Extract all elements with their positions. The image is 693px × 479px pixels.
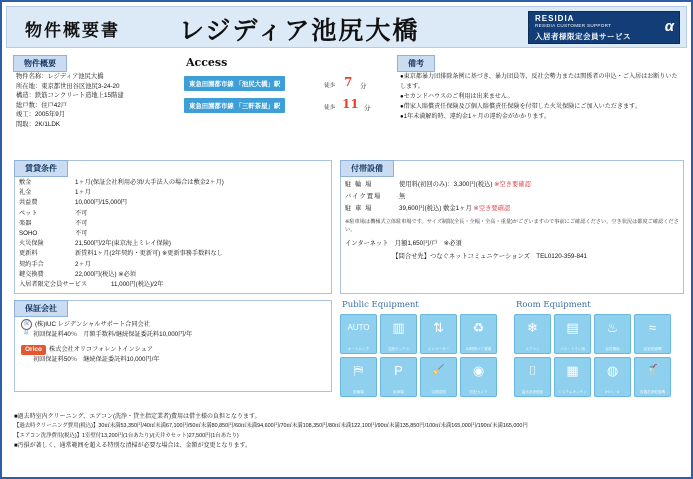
facility-flag: ※空き要確認 [473, 205, 511, 212]
rent-row [19, 188, 329, 198]
remarks-title: 備考 [397, 55, 435, 72]
rent-row [19, 198, 329, 208]
ih-stove-icon: ◍ [606, 363, 619, 378]
walk-unit: 分 [364, 105, 371, 112]
item-caption: 宅配ボックス [387, 347, 410, 351]
guarantor-title: 保証会社 [14, 300, 68, 317]
room-equipment-item [514, 314, 551, 354]
rent-label: 火災保険 [19, 240, 44, 248]
auto-lock-icon: AUTO [347, 323, 370, 332]
delivery-box-icon: ▥ [392, 320, 405, 335]
bicycle-parking-icon: ⛿ [353, 363, 364, 378]
rent-row [19, 219, 329, 229]
overview-row: 竣工：2005年9月 [16, 111, 65, 119]
rent-label: 礼金 [19, 189, 32, 197]
rent-value: 不可 [75, 209, 88, 217]
item-caption: 浴室乾燥機 [643, 347, 662, 351]
rent-label: 楽器 [19, 219, 32, 227]
rent-label: 敷金 [19, 179, 32, 186]
rent-label: 更新料 [19, 250, 38, 258]
room-equipment-item [514, 357, 551, 397]
room-equipment-item [554, 314, 591, 354]
room-equipment-item [634, 314, 671, 354]
overview-row: 総戸数：住戸42戸 [16, 101, 68, 109]
overview-row: 物件名称：レジディア池尻大橋 [16, 73, 104, 80]
rent-conditions-title: 賃貸条件 [14, 160, 68, 177]
overview-title: 物件概要 [13, 55, 67, 72]
walk-minutes: 7 [344, 75, 353, 89]
walk-label: 徒歩 [324, 83, 336, 89]
rent-value: 新賃料1ヶ月(2年契約・更新可) ※更新事務手数料なし [75, 250, 223, 258]
overview-rows [16, 72, 174, 130]
logo-line3: 入居者様限定会員サービス [535, 32, 631, 41]
item-caption: 追焚機能 [605, 347, 620, 351]
footer-line: 【過去時クリーニング費用(税込)】30㎡未満53,350円/40㎡未満67,100円/50㎡未満80,850円/60㎡未満94,600円/70㎡未満108,350円/80㎡未満122,100円/90㎡未満135,850円/100㎡未満165,000円/190㎡未満165,000円 [14, 423, 528, 430]
rent-row [19, 260, 329, 270]
room-equipment-item [634, 357, 671, 397]
access-title: Access [186, 56, 228, 69]
rent-value: 不可 [75, 219, 88, 227]
alpha-mark-icon: α [664, 18, 674, 35]
public-equipment-item [340, 314, 377, 354]
remarks-row: ●セカンドハウスのご利用は出来ません。 [400, 93, 514, 100]
item-caption: システムキッチン [558, 390, 587, 394]
facility-value: 使用料(初回のみ)：3,300円(税込) [399, 181, 493, 188]
facility-label: バイク置場 [345, 193, 382, 200]
facilities-title: 付帯設備 [340, 160, 394, 177]
guarantor-terms: 初回保証料40％ 月額手数料/継続保証委託料10,000円/年 [33, 331, 193, 339]
overview-row: 構造：鉄筋コンクリート造地上15階建 [16, 92, 124, 100]
facility-value: 無 [399, 193, 406, 200]
reheating-bath-icon: ♨ [606, 320, 619, 335]
room-equipment-item [554, 357, 591, 397]
trash-room-icon: ♻ [472, 320, 485, 335]
overview-row: 間取：2K/1LDK [16, 120, 61, 128]
rent-label: 契約手合 [19, 260, 44, 268]
dish-washer-icon: 🥤 [646, 365, 659, 376]
bath-toilet-separate-icon: ▤ [566, 320, 579, 335]
public-equipment-item [420, 357, 457, 397]
item-caption: IHコンロ [605, 390, 620, 394]
station-label: 東急田園都市線 「三軒茶屋」駅 [184, 98, 285, 113]
rent-value: 1ヶ月(保証会社利用必須/大手法人の場合は敷金2ヶ月) [75, 179, 224, 186]
washlet-icon: ⌷ [528, 363, 537, 378]
item-caption: エアコン [525, 347, 540, 351]
rent-label: ペット [19, 209, 38, 217]
rent-row [19, 239, 329, 249]
item-caption: 定期清掃 [431, 390, 446, 394]
rent-label: 共益費 [19, 199, 38, 207]
facility-row [345, 179, 681, 191]
rent-row [19, 209, 329, 219]
residia-logo [528, 11, 680, 44]
rent-row [19, 229, 329, 239]
remarks-row: ●借家人賠償責任保険及び個人賠償責任保険を付帯した火災保険にご加入いただきます。 [400, 103, 641, 110]
facility-label: 駐 車 場 [345, 205, 373, 212]
public-equipment-item [380, 357, 417, 397]
security-camera-icon: ◉ [472, 363, 485, 378]
facility-value: 39,600円(税込) 敷金1ヶ月 [399, 205, 472, 212]
public-equipment-section [340, 300, 508, 406]
item-caption: 駐車場 [393, 390, 404, 394]
public-equipment-grid [340, 314, 508, 397]
guarantor-name: 株式会社オリコフォレントインシュア [48, 346, 153, 354]
facility-row [345, 191, 681, 203]
rent-row [19, 280, 329, 290]
rent-value: 21,500円/2年(東京海上ミレイ保険) [75, 240, 171, 248]
guarantor-item [21, 345, 327, 355]
item-caption: 温水洗浄便座 [521, 390, 544, 394]
rent-value: 不可 [75, 230, 88, 238]
footer-line: ■汚損が著しく、通常範囲を超える特別な清掃が必要な場合は、金額が変更となります。 [14, 443, 252, 450]
guarantor-terms: 初回保証料50％ 継続保証委託料10,000円/年 [33, 356, 160, 364]
rent-value: 10,000円/15,000円 [75, 199, 127, 207]
walk-label: 徒歩 [324, 105, 336, 111]
item-caption: 駐輪場 [353, 390, 364, 394]
access-route [184, 98, 389, 115]
air-conditioner-icon: ❄ [527, 320, 538, 335]
access-route [184, 76, 389, 93]
item-caption: 防犯カメラ [469, 390, 488, 394]
access-section [182, 56, 390, 130]
guarantor-list [21, 319, 327, 365]
rent-value: 1ヶ月 [75, 189, 91, 197]
item-caption: バス・トイレ別 [560, 347, 585, 351]
property-name: レジディア池尻大橋 [179, 16, 420, 45]
rent-label: SOHO [19, 230, 38, 238]
elevator-icon: ⇅ [433, 320, 444, 335]
room-equipment-title: Room Equipment [516, 300, 591, 310]
rent-row [19, 178, 329, 188]
rent-row [19, 270, 329, 280]
item-caption: エレベーター [427, 347, 450, 351]
rent-rows [19, 178, 329, 290]
room-equipment-item [594, 314, 631, 354]
parking-icon: P [394, 363, 403, 378]
orico-logo-icon: Orico [21, 345, 46, 355]
internet-contact: 【問合せ先】つなぐネットコミュニケーションズ TEL0120-359-841 [345, 253, 587, 261]
document-header [6, 6, 687, 48]
guarantor-name: (株)IUC レジデンシャルサポート合同会社 [35, 321, 150, 329]
rent-label: 入居者限定会員サービス [19, 281, 88, 289]
remarks-section [398, 56, 684, 154]
system-kitchen-icon: ▦ [566, 363, 579, 378]
internet-line: インターネット 月額1,650円/戸 ※必須 [345, 240, 462, 248]
room-equipment-section [514, 300, 684, 406]
logo-line2: RESIDIA CUSTOMER SUPPORT [535, 23, 612, 28]
overview-row: 所在地：東京都世田谷区池尻3-24-20 [16, 82, 120, 90]
footer-line: 【エアコン洗浄費用(税込)】1室壁付13,200円(1台あたり)/(天井カセット)27,500円(1台あたり) [14, 432, 239, 439]
footer-notes [14, 412, 684, 452]
walk-minutes: 11 [342, 97, 359, 111]
facilities-rows [345, 179, 681, 262]
rent-value: 22,000円(税込) ※必須 [75, 270, 136, 278]
logo-line1: RESIDIA [535, 14, 575, 23]
rent-row [19, 249, 329, 259]
overview-section [14, 56, 174, 154]
item-caption: 24時間ゴミ置場 [465, 347, 492, 351]
public-equipment-item [380, 314, 417, 354]
remarks-rows [400, 72, 682, 122]
rent-value: 11,000円(税込)/2年 [111, 281, 164, 289]
facility-flag: ※空き要確認 [494, 181, 531, 188]
facility-note: ※駐車場は機械式立体駐車場です。サイズ制限(全長・全幅・全高・重量)がございますので事前にご確認ください。空き状況は都度ご確認ください。 [345, 219, 679, 233]
facilities-section [340, 160, 684, 294]
public-equipment-title: Public Equipment [342, 300, 419, 310]
public-equipment-item [460, 314, 497, 354]
room-equipment-grid [514, 314, 684, 397]
page-title: 物件概要書 [25, 21, 120, 41]
bathroom-dryer-icon: ≈ [648, 320, 657, 335]
walk-unit: 分 [360, 83, 367, 90]
guarantee-seal-icon: 保証 [21, 319, 32, 330]
rent-conditions-section [14, 160, 332, 294]
remarks-row: ●1年未満解約時、違約金1ヶ月の違約金がかかります。 [400, 113, 551, 120]
public-equipment-item [420, 314, 457, 354]
room-equipment-item [594, 357, 631, 397]
station-label: 東急田園都市線 「池尻大橋」駅 [184, 76, 285, 91]
guarantor-section [14, 300, 332, 392]
footer-line: ■過去時室内クリーニング、エアコン(洗浄・貸主指定業者)費用は借主様の負担となります。 [14, 414, 261, 420]
facility-row [345, 203, 681, 215]
item-caption: オートロック [347, 347, 370, 351]
public-equipment-item [460, 357, 497, 397]
public-equipment-item [340, 357, 377, 397]
rent-label: 鍵交換費 [19, 270, 44, 278]
remarks-row: ●東京都暴力団排除条例に基づき、暴力団員等、反社会勢力または関係者の申込・ご入居はお断りいたします。 [400, 73, 678, 90]
facility-label: 駐 輪 場 [345, 181, 373, 188]
cleaning-icon: 🧹 [432, 365, 445, 376]
item-caption: 食器洗浄乾燥機 [639, 390, 666, 394]
rent-value: 2ヶ月 [75, 260, 91, 268]
